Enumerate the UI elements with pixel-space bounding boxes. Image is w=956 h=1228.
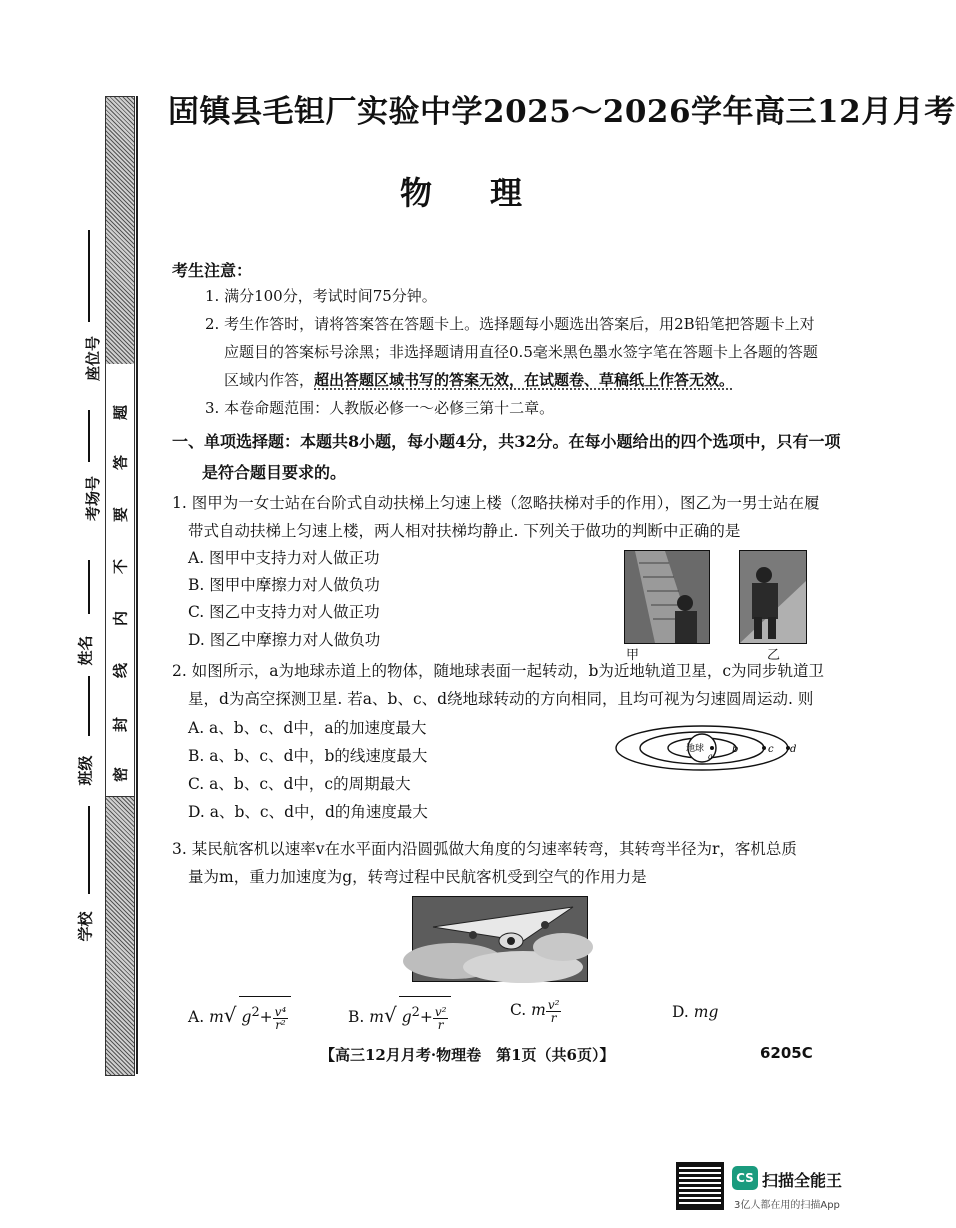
label-a: a bbox=[708, 752, 713, 761]
seal-char: 不 bbox=[111, 559, 130, 575]
seal-char: 线 bbox=[111, 663, 130, 679]
earth-label: 地球 bbox=[686, 744, 705, 754]
seat-number-label: 座位号 bbox=[84, 335, 103, 382]
q1-option-a: A. 图甲中支持力对人做正功 bbox=[188, 549, 380, 567]
notice-item: 1. 满分100分，考试时间75分钟。 bbox=[205, 287, 437, 305]
airliner-photo bbox=[412, 896, 588, 982]
name-field[interactable] bbox=[60, 560, 100, 680]
fig-label-yi: 乙 bbox=[767, 648, 781, 663]
section-heading: 一、单项选择题：本题共8小题，每小题4分，共32分。在每小题给出的四个选项中，只有一项 是符合题目要求的。 bbox=[172, 432, 841, 482]
q2-option-b: B. a、b、c、d中，b的线速度最大 bbox=[188, 747, 428, 765]
seal-char: 题 bbox=[111, 405, 130, 421]
page-footer: 【高三12月月考·物理卷 第1页（共6页）】 bbox=[320, 1046, 615, 1064]
q3-option-d: D. mg bbox=[672, 1003, 719, 1021]
q2-option-a: A. a、b、c、d中，a的加速度最大 bbox=[188, 719, 427, 737]
exam-room-field[interactable] bbox=[60, 410, 103, 560]
scanner-tagline: 3亿人都在用的扫描App bbox=[734, 1200, 840, 1211]
qr-code-icon bbox=[676, 1162, 724, 1210]
notice-item: 应题目的答案标号涂黑；非选择题请用直径0.5毫米黑色墨水签字笔在答题卡上各题的答题 bbox=[224, 343, 818, 361]
q2-stem: 星，d为高空探测卫星. 若a、b、c、d绕地球转动的方向相同，且均可视为匀速圆周运动. 则 bbox=[188, 690, 814, 708]
q1-option-d: D. 图乙中摩擦力对人做负功 bbox=[188, 631, 381, 649]
q1-option-b: B. 图甲中摩擦力对人做负功 bbox=[188, 576, 380, 594]
q1-option-c: C. 图乙中支持力对人做正功 bbox=[188, 603, 380, 621]
class-field[interactable] bbox=[60, 676, 100, 806]
escalator-photo-jia-art bbox=[625, 551, 709, 643]
label-b: b bbox=[732, 744, 739, 755]
name-label: 姓名 bbox=[76, 635, 95, 666]
school-field[interactable] bbox=[60, 806, 100, 956]
orbit-diagram bbox=[608, 722, 798, 774]
q3-stem: 量为m，重力加速度为g，转弯过程中民航客机受到空气的作用力是 bbox=[188, 868, 647, 886]
notice-item: 2. 考生作答时，请将答案答在答题卡上。选择题每小题选出答案后，用2B铅笔把答题卡上对 bbox=[205, 315, 815, 333]
q2-stem: 2. 如图所示，a为地球赤道上的物体，随地球表面一起转动，b为近地轨道卫星，c为同步轨道卫 bbox=[172, 662, 825, 680]
q2-option-d: D. a、b、c、d中，d的角速度最大 bbox=[188, 803, 428, 821]
escalator-photo-jia bbox=[624, 550, 710, 644]
seat-number-field[interactable] bbox=[60, 230, 103, 400]
seal-char: 封 bbox=[111, 717, 130, 733]
notice-item: 区域内作答，超出答题区域书写的答案无效，在试题卷、草稿纸上作答无效。 bbox=[224, 371, 735, 389]
seal-char: 密 bbox=[111, 767, 130, 783]
escalator-photo-yi bbox=[739, 550, 807, 644]
exam-title: 固镇县毛钽厂实验中学2025～2026学年高三12月月考 bbox=[168, 94, 956, 130]
label-d: d bbox=[790, 744, 797, 755]
seal-char: 内 bbox=[111, 611, 130, 627]
class-label: 班级 bbox=[76, 755, 95, 786]
school-label: 学校 bbox=[76, 911, 95, 942]
label-c: c bbox=[768, 744, 774, 755]
scanner-brand: 扫描全能王 bbox=[762, 1171, 843, 1190]
q3-option-b: B. m√ $g^2+$ $\frac{\text{v²}}{r}$ bbox=[348, 996, 451, 1031]
subject-title: 物理 bbox=[400, 174, 581, 212]
camscanner-logo-icon: CS bbox=[732, 1166, 758, 1190]
exam-room-label: 考场号 bbox=[84, 475, 103, 522]
notice-item: 3. 本卷命题范围：人教版必修一～必修三第十二章。 bbox=[205, 399, 555, 417]
seal-strip bbox=[105, 364, 135, 796]
binding-strip-bottom bbox=[105, 796, 135, 1076]
seal-char: 答 bbox=[111, 455, 130, 471]
fig-label-jia: 甲 bbox=[626, 648, 640, 663]
paper-code: 6205C bbox=[760, 1044, 813, 1062]
q1-stem: 1. 图甲为一女士站在台阶式自动扶梯上匀速上楼（忽略扶梯对手的作用），图乙为一男士站在履 bbox=[172, 494, 820, 512]
q3-stem: 3. 某民航客机以速率v在水平面内沿圆弧做大角度的匀速率转弯，其转弯半径为r，客机总质 bbox=[172, 840, 797, 858]
notice-emphasis: 超出答题区域书写的答案无效，在试题卷、草稿纸上作答无效。 bbox=[314, 371, 735, 389]
escalator-photo-yi-art bbox=[740, 551, 806, 643]
airliner-photo-art bbox=[413, 897, 587, 981]
q1-stem: 带式自动扶梯上匀速上楼，两人相对扶梯均静止. 下列关于做功的判断中正确的是 bbox=[188, 522, 741, 540]
q2-option-c: C. a、b、c、d中，c的周期最大 bbox=[188, 775, 411, 793]
notice-heading: 考生注意： bbox=[172, 261, 253, 280]
binding-line bbox=[136, 96, 138, 1074]
seal-char: 要 bbox=[111, 507, 130, 523]
binding-strip-top bbox=[105, 96, 135, 366]
q3-option-a: A. m√ $g^2+$ $\frac{\text{v⁴}}{\text{r²}}$ bbox=[188, 996, 291, 1031]
q3-option-c: C. m $\frac{\text{v²}}{r}$ bbox=[510, 997, 560, 1025]
